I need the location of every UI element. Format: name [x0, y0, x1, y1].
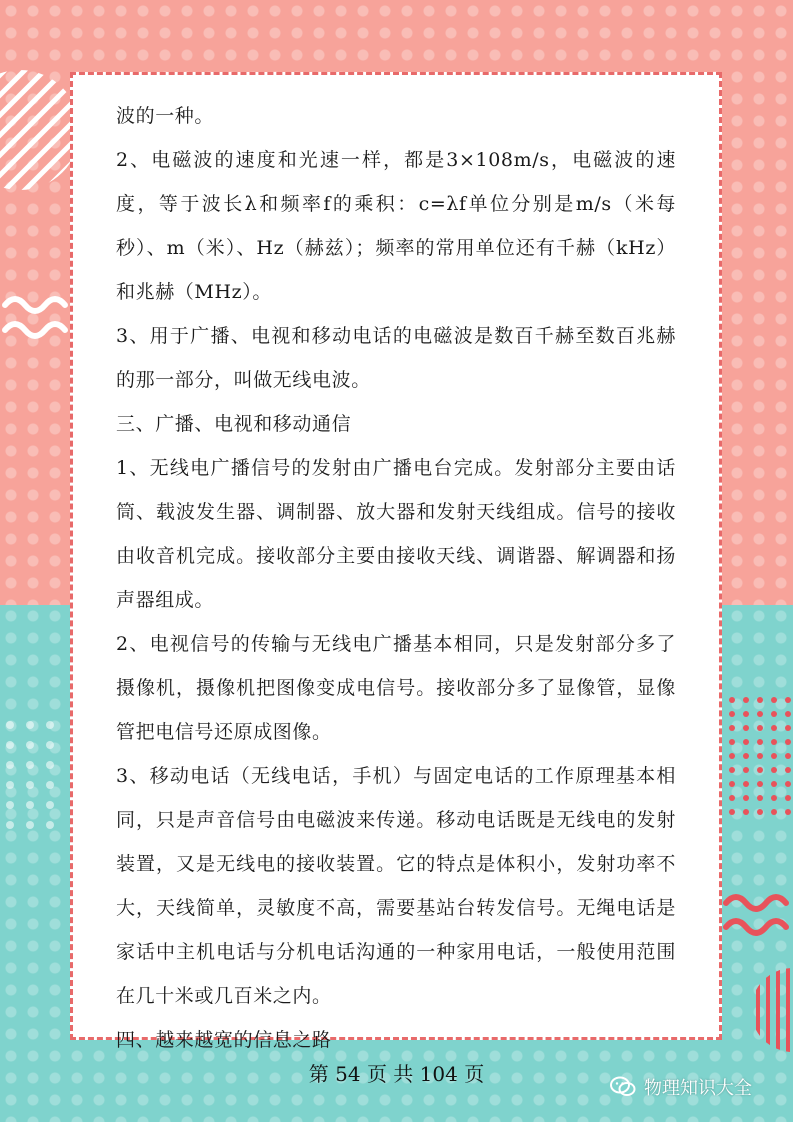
striped-circle-decoration-red: [718, 960, 793, 1060]
striped-circle-decoration: [0, 55, 80, 205]
wave-decoration-right: [718, 885, 793, 955]
dot-cluster-decoration-right: [722, 690, 793, 840]
paragraph: 3、移动电话（无线电话，手机）与固定电话的工作原理基本相同，只是声音信号由电磁波来传递。移动电话既是无线电的发射装置，又是无线电的接收装置。它的特点是体积小，发射功率不大，天线简单，灵敏度不高，需要基站台转发信号。无绳电话是家话中主机电话与分机电话沟通的一种家用电话，一般使用范围在几十米或几百米之内。: [116, 765, 676, 1007]
paragraph: 1、无线电广播信号的发射由广播电台完成。发射部分主要由话筒、载波发生器、调制器、放大器和发射天线组成。信号的接收由收音机完成。接收部分主要由接收天线、调谐器、解调器和扬声器组成。: [116, 457, 676, 611]
brand-watermark: [610, 1074, 752, 1100]
page-number: 第 54 页 共 104 页: [308, 1062, 485, 1086]
brand-name: 物理知识大全: [644, 1078, 752, 1099]
document-body: [116, 94, 676, 1062]
section-heading: 三、广播、电视和移动通信: [116, 413, 352, 435]
paragraph: 2、电视信号的传输与无线电广播基本相同，只是发射部分多了摄像机，摄像机把图像变成电信号。接收部分多了显像管，显像管把电信号还原成图像。: [116, 633, 676, 743]
paragraph: 波的一种。: [116, 105, 215, 127]
wechat-icon: [610, 1076, 636, 1098]
paragraph: 3、用于广播、电视和移动电话的电磁波是数百千赫至数百兆赫的那一部分，叫做无线电波。: [116, 325, 676, 391]
paragraph: 2、电磁波的速度和光速一样，都是3×108m/s，电磁波的速度，等于波长λ和频率f的乘积：c=λf单位分别是m/s（米每秒）、m（米）、Hz（赫兹）；频率的常用单位还有千赫（kHz）和兆赫（MHz）。: [116, 149, 677, 303]
wave-decoration-left: [0, 285, 75, 355]
section-heading: 四、越来越宽的信息之路: [116, 1029, 332, 1051]
dot-grid-decoration-left: [0, 715, 70, 865]
